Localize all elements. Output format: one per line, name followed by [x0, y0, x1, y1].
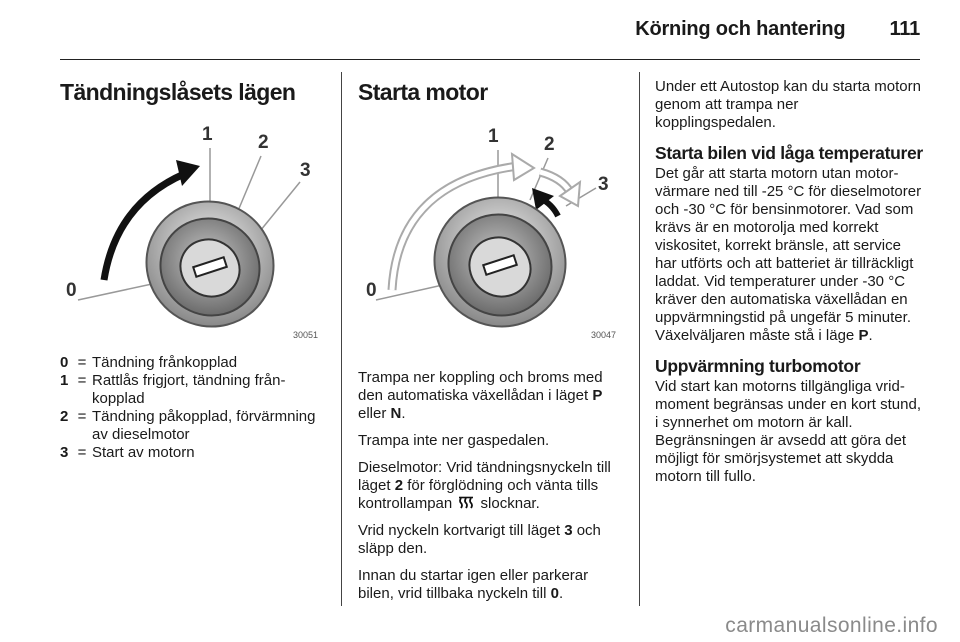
- position-2: 2: [394, 477, 404, 494]
- heading-start-engine: Starta motor: [358, 79, 488, 105]
- gear-p: P: [858, 327, 869, 344]
- legend-row: [60, 354, 326, 372]
- legend-key: 2: [60, 408, 69, 425]
- text: för förglödning och vänta tills kontrollampan: [358, 477, 599, 512]
- text: och släpp den.: [358, 522, 601, 557]
- text: Det går att starta motorn utan motorvärmare ned till -25 °C för dieselmotorer och -30 °C för bensinmotorer. Vad som krävs är en motorolja med korrekt viskositet, korrekt bränsle, att service har utförts och att batteriet är tillräckligt laddat. Vid temperaturer under -30 °C kräver den automatiska växellådan en uppvärmningstid på ungefär 5 minuter. Växelväljaren måste stå i läge: [655, 165, 922, 344]
- figure-start-engine: [358, 122, 620, 342]
- legend-key: 1: [60, 372, 69, 389]
- gear-n: N: [390, 405, 402, 422]
- text: eller: [358, 405, 391, 422]
- header-rule: [60, 59, 920, 60]
- legend-text: Start av motorn: [92, 444, 195, 461]
- legend-row: [60, 444, 326, 462]
- column-cold-start: [655, 72, 923, 495]
- paragraph-autostop: Under ett Autostop kan du starta motorn genom att trampa ner kopplingspedalen.: [655, 78, 921, 131]
- paragraph: Trampa inte ner gaspedalen.: [358, 432, 550, 449]
- start-engine-illustration: [358, 122, 620, 342]
- heading-turbo-warmup: Uppvärmning turbomotor: [655, 356, 861, 376]
- text: Dieselmotor: Vrid tändningsnyckeln till läget: [358, 459, 611, 494]
- gear-p: P: [592, 387, 603, 404]
- figure-ignition-lock: [60, 122, 322, 342]
- paragraph: [358, 522, 624, 558]
- figure-label-3: 3: [300, 160, 311, 181]
- page-number: 111: [889, 18, 920, 40]
- column-start-engine: [358, 72, 624, 612]
- legend-separator: =: [77, 408, 87, 425]
- legend-text: Tändning påkopplad, förvärmning av dieselmotor: [92, 408, 316, 443]
- legend-row: [60, 372, 326, 408]
- figure-label-0: 0: [366, 280, 377, 301]
- text: Trampa ner koppling och broms med den automatiska växellådan i läget: [358, 369, 603, 404]
- text: Vrid nyckeln kortvarigt till läget: [358, 522, 565, 539]
- legend-ignition-positions: [60, 354, 326, 462]
- glow-plug-icon: [458, 496, 474, 510]
- text: slocknar.: [476, 495, 540, 512]
- legend-key: 0: [60, 354, 69, 371]
- legend-separator: =: [77, 354, 87, 371]
- paragraph: [358, 369, 624, 423]
- figure-label-2: 2: [258, 132, 269, 153]
- page-header: [635, 18, 920, 41]
- legend-text: Rattlås frigjort, tändning frånkopplad: [92, 372, 286, 407]
- text: .: [558, 585, 564, 602]
- column-ignition-positions: [60, 72, 326, 462]
- figure-label-0: 0: [66, 280, 77, 301]
- ignition-lock-illustration: [60, 122, 322, 342]
- figure-label-2: 2: [544, 134, 555, 155]
- legend-text: Tändning frånkopplad: [92, 354, 238, 371]
- legend-key: 3: [60, 444, 69, 461]
- legend-separator: =: [77, 372, 87, 389]
- figure-number: 30051: [292, 330, 318, 340]
- section-title: Körning och hantering: [635, 18, 846, 40]
- figure-label-1: 1: [202, 124, 213, 145]
- figure-number: 30047: [590, 330, 616, 340]
- position-3: 3: [564, 522, 573, 539]
- figure-label-1: 1: [488, 126, 499, 147]
- column-divider-2: [639, 72, 640, 606]
- paragraph: [358, 567, 624, 603]
- heading-cold-start: Starta bilen vid låga temperaturer: [655, 143, 923, 163]
- start-engine-text: [358, 369, 624, 603]
- heading-ignition-positions: Tändningslåsets lägen: [60, 79, 296, 105]
- paragraph-cold-start: [655, 165, 923, 345]
- text: .: [868, 327, 873, 344]
- watermark: carmanualsonline.info: [725, 614, 938, 637]
- column-divider-1: [341, 72, 342, 606]
- text: Innan du startar igen eller parkerar bilen, vrid tillbaka nyckeln till: [358, 567, 589, 602]
- legend-row: [60, 408, 326, 444]
- text: .: [401, 405, 406, 422]
- paragraph: [358, 459, 624, 513]
- figure-label-3: 3: [598, 174, 609, 195]
- paragraph-turbo-warmup: Vid start kan motorns tillgängliga vridmoment begränsas under en kort stund, i synnerhet om motorn är kall. Begränsningen är avsedd att göra det möjligt för smörjsystemet att skydda motorn till fullo.: [655, 378, 921, 485]
- legend-separator: =: [77, 444, 87, 461]
- position-0: 0: [550, 585, 559, 602]
